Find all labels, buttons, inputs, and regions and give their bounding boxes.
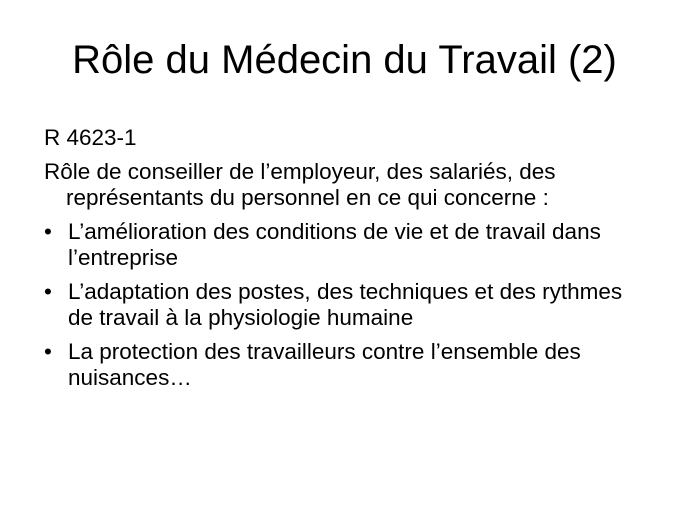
bullet-item bbox=[44, 339, 644, 391]
bullet-text: L’adaptation des postes, des techniques et des rythmes de travail à la physiologie humaine bbox=[68, 279, 623, 330]
article-reference: R 4623-1 bbox=[44, 125, 137, 150]
bullet-item bbox=[44, 279, 644, 331]
bullet-glyph: • bbox=[44, 219, 52, 244]
slide-title: Rôle du Médecin du Travail (2) bbox=[72, 38, 617, 82]
bullet-item bbox=[44, 219, 644, 271]
bullet-text: La protection des travailleurs contre l’ensemble des nuisances… bbox=[68, 339, 581, 390]
bullet-text: L’amélioration des conditions de vie et de travail dans l’entreprise bbox=[68, 219, 601, 270]
slide-body bbox=[44, 125, 644, 399]
intro-paragraph: Rôle de conseiller de l’employeur, des salariés, des représentants du personnel en ce qui concerne : bbox=[44, 159, 556, 210]
bullet-glyph: • bbox=[44, 339, 52, 364]
bullet-glyph: • bbox=[44, 279, 52, 304]
